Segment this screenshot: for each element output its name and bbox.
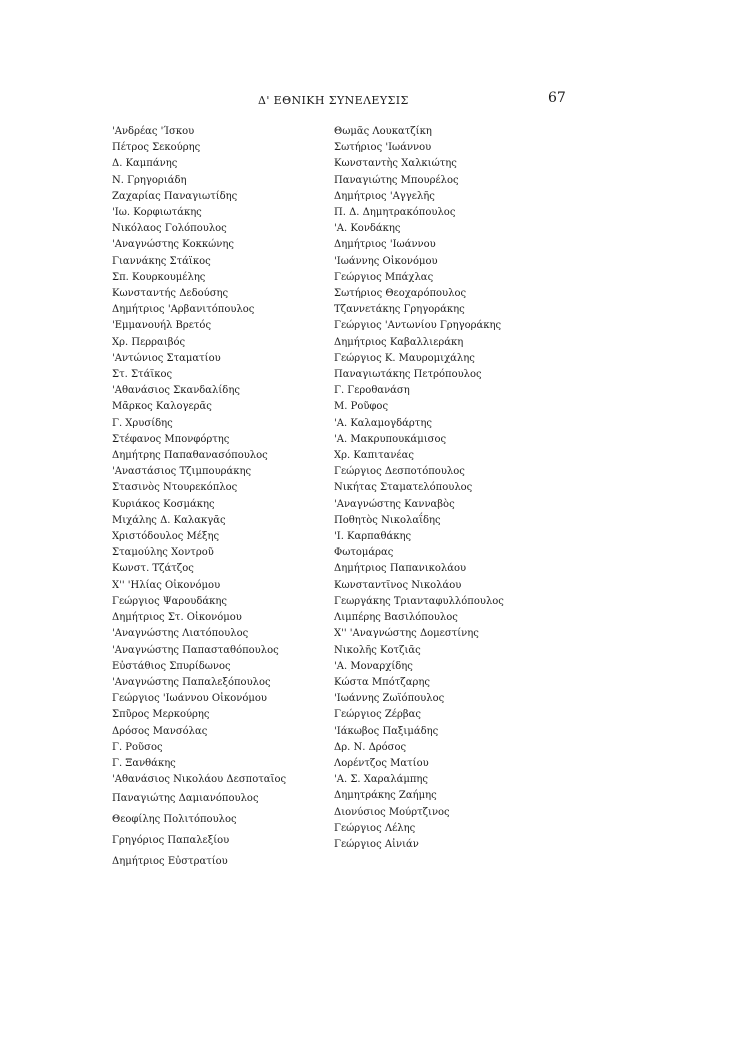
- list-item: Γεώργιος 'Αντωνίου Γρηγοράκης: [334, 320, 502, 332]
- list-item: Γιαννάκης Στάϊκος: [112, 255, 211, 267]
- list-item: 'Α. Μοναρχίδης: [334, 660, 413, 672]
- list-item: Μιχάλης Δ. Καλακγᾶς: [112, 514, 226, 526]
- list-item: Δημήτριος Παπανικολάου: [334, 563, 467, 575]
- list-item: Γεώργιος Δεσποτόπουλος: [334, 466, 465, 478]
- list-item: 'Α. Μακρυπουκάμισος: [334, 433, 447, 445]
- list-item: 'Αναγνώστης Παπαλεξόπουλος: [112, 676, 271, 688]
- list-item: Φωτομάρας: [334, 547, 394, 559]
- list-item: Λιμπέρης Βασιλόπουλος: [334, 612, 458, 624]
- list-item: Κωνσταντὴς Χαλκιώτης: [334, 158, 457, 170]
- list-item: Στέφανος Μπονφόρτης: [112, 433, 230, 445]
- list-item: Γεώργιος Κ. Μαυρομιχάλης: [334, 352, 475, 364]
- list-item: 'Αναστάσιος Τζιμπουράκης: [112, 466, 252, 478]
- names-column-right: [334, 124, 574, 853]
- list-item: Σπ. Κουρκουμέλης: [112, 271, 206, 283]
- list-item: 'Αθανάσιος Νικολάου Δεσποταῖος: [112, 774, 287, 786]
- list-item: Νικήτας Σταματελόπουλος: [334, 482, 473, 494]
- list-item: Τζαννετάκης Γρηγοράκης: [334, 304, 465, 316]
- names-column-left: [112, 124, 342, 872]
- list-item: Λορέντζος Ματίου: [334, 757, 429, 769]
- list-item: Π. Δ. Δημητρακόπουλος: [334, 207, 456, 219]
- list-item: Γεώργιος Ψαρουδάκης: [112, 595, 227, 607]
- list-item: Γ. Χρυσίδης: [112, 417, 173, 429]
- list-item: Σωτήριος Θεοχαρόπουλος: [334, 288, 467, 300]
- list-item: Χ'' 'Αναγνώστης Δομεστίνης: [334, 628, 479, 640]
- list-item: 'Ιάκωβος Παξιμάδης: [334, 725, 439, 737]
- list-item: Πέτρος Σεκούρης: [112, 142, 201, 154]
- list-item: Χρ. Περραιβός: [112, 336, 186, 348]
- list-item: Δημήτριος Στ. Οἰκονόμου: [112, 612, 242, 624]
- list-item: Ζαχαρίας Παναγιωτίδης: [112, 190, 238, 202]
- list-item: Δημητράκης Ζαήμης: [334, 790, 437, 802]
- list-item: Χρ. Καπιτανέας: [334, 450, 414, 462]
- list-item: Δρ. Ν. Δρόσος: [334, 741, 407, 753]
- list-item: Δημήτριος 'Αρβανιτόπουλος: [112, 304, 255, 316]
- list-item: Κωνστ. Τζάτζος: [112, 563, 194, 575]
- list-item: 'Ιω. Κορφιωτάκης: [112, 207, 202, 219]
- list-item: 'Ιωάννης Ζωϊόπουλος: [334, 693, 445, 705]
- list-item: Γεώργιος Λέλης: [334, 822, 416, 834]
- list-item: Γ. Γεροθανάση: [334, 385, 410, 397]
- list-item: 'Αναγνώστης Κοκκώνης: [112, 239, 234, 251]
- list-item: Γ. Ξανθάκης: [112, 757, 176, 769]
- list-item: 'Ι. Καρπαθάκης: [334, 531, 412, 543]
- list-item: 'Αναγνώστης Λιατόπουλος: [112, 628, 249, 640]
- list-item: Κώστα Μπότζαρης: [334, 676, 430, 688]
- list-item: Εὐστάθιος Σπυρίδωνος: [112, 660, 231, 672]
- list-item: Θωμᾶς Λουκατζίκη: [334, 126, 432, 137]
- list-item: Δημήτρης Παπαθανασόπουλος: [112, 450, 268, 462]
- list-item: Σπῦρος Μερκούρης: [112, 709, 210, 721]
- list-item: 'Αναγνώστης Παπασταθόπουλος: [112, 644, 279, 656]
- list-item: 'Α. Σ. Χαραλάμπης: [334, 774, 429, 786]
- list-item: Νικόλαος Γολόπουλος: [112, 223, 227, 235]
- running-title: Δ' ΕΘΝΙΚΗ ΣΥΝΕΛΕΥΣΙΣ: [258, 94, 409, 107]
- list-item: Γεώργιος 'Ιωάννου Οἰκονόμου: [112, 693, 267, 705]
- list-item: 'Αναγνώστης Κανναβὸς: [334, 498, 455, 510]
- list-item: Γεώργιος Μπάχλας: [334, 271, 434, 283]
- list-item: Μᾶρκος Καλογερᾶς: [112, 401, 212, 413]
- list-item: Στ. Στάϊκος: [112, 369, 173, 381]
- list-item: 'Α. Κονδάκης: [334, 223, 401, 235]
- list-item: Γρηγόριος Παπαλεξίου: [112, 835, 230, 847]
- list-item: Δημήτριος 'Αγγελῆς: [334, 190, 435, 202]
- list-item: Δρόσος Μανσόλας: [112, 725, 208, 737]
- list-item: Γεωργάκης Τριανταφυλλόπουλος: [334, 595, 504, 607]
- list-item: Μ. Ροῦφος: [334, 401, 389, 413]
- page-number: 67: [548, 90, 566, 106]
- list-item: Χριστόδουλος Μέξης: [112, 531, 220, 543]
- list-item: Παναγιώτης Δαμιανόπουλος: [112, 793, 259, 805]
- list-item: 'Εμμανουήλ Βρετός: [112, 320, 212, 332]
- list-item: Ποθητὸς Νικολαΐδης: [334, 514, 441, 526]
- list-item: 'Α. Καλαμογδάρτης: [334, 417, 432, 429]
- list-item: Παναγιωτάκης Πετρόπουλος: [334, 369, 482, 381]
- list-item: Θεοφίλης Πολιτόπουλος: [112, 814, 237, 826]
- list-item: Σωτήριος 'Ιωάννου: [334, 142, 432, 154]
- list-item: Γ. Ροῦσος: [112, 741, 163, 753]
- list-item: Χ'' 'Ηλίας Οἰκονόμου: [112, 579, 221, 591]
- list-item: Παναγιώτης Μπουρέλος: [334, 174, 459, 186]
- list-item: Δ. Καμπάνης: [112, 158, 178, 170]
- list-item: Κωνσταντῖνος Νικολάου: [334, 579, 462, 591]
- list-item: 'Αντώνιος Σταματίου: [112, 352, 221, 364]
- list-item: Κυριάκος Κοσμάκης: [112, 498, 215, 510]
- list-item: Διονύσιος Μούρτζινος: [334, 806, 450, 818]
- list-item: Γεώργιος Αἰνιάν: [334, 838, 419, 850]
- list-item: Νικολῆς Κοτζιᾶς: [334, 644, 421, 656]
- list-item: 'Ανδρέας 'Ίσκου: [112, 126, 195, 137]
- list-item: Κωνσταντής Δεδούσης: [112, 288, 229, 300]
- list-item: Σταμούλης Χοντροῦ: [112, 547, 214, 559]
- list-item: 'Αθανάσιος Σκανδαλίδης: [112, 385, 240, 397]
- list-item: Δημήτριος 'Ιωάννου: [334, 239, 436, 251]
- list-item: 'Ιωάννης Οἰκονόμου: [334, 255, 438, 267]
- list-item: Δημήτριος Εὐστρατίου: [112, 856, 228, 868]
- list-item: Ν. Γρηγοριάδη: [112, 174, 187, 186]
- list-item: Γεώργιος Ζέρβας: [334, 709, 421, 721]
- list-item: Δημήτριος Καβαλλιεράκη: [334, 336, 464, 348]
- list-item: Στασινὸς Ντουρεκόπλος: [112, 482, 238, 494]
